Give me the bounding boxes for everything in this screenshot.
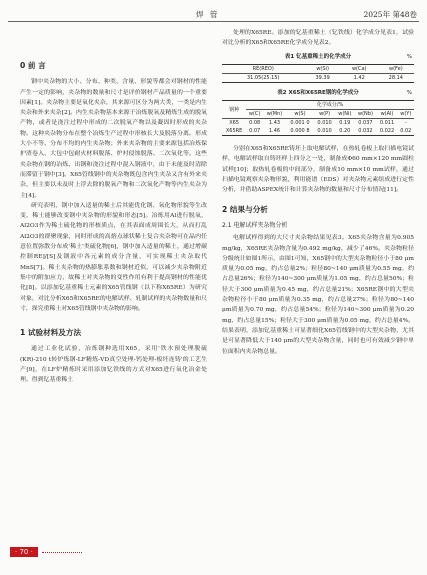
table2-steel-header: 钢种 <box>222 101 246 119</box>
issue-info: 2025年 第48卷 <box>363 10 417 19</box>
table2-cell: 0.011 <box>379 120 395 127</box>
table2-caption <box>222 88 414 98</box>
table2-cell: 0.02 <box>398 127 414 136</box>
table1-cell: 31.05(25.15) <box>222 73 304 82</box>
table2-header: w(P) <box>314 110 335 119</box>
table2-header: w(Mn) <box>263 110 286 119</box>
table2-cell: 1.46 <box>263 127 286 136</box>
table2 <box>222 100 414 136</box>
intro-heading: 0 前 言 <box>20 61 46 70</box>
header-rule <box>8 21 419 22</box>
results-subheading: 2.1 电解试样夹杂物分析 <box>222 221 288 229</box>
table1-header: w(Si) <box>304 64 340 73</box>
table2-cell: 0.010 <box>314 127 335 136</box>
running-header <box>0 6 427 20</box>
table2-cell: - <box>404 120 407 127</box>
intro-paragraph-1: 钢中夹杂物的大小、分布、种类、含量、形貌等都会对钢材的性能产生一定的影响，夹杂物的数量和尺寸是评价钢材产品质量的一个重要因素[1]。夹杂物主要是氧化夹杂，其来源可区分为两大类，一类是内生夹杂和外来夹杂[2]。内生夹杂物基本来源于冶炼脱氧及精炼生成的脱氧产物，或者是浇注过程中形成的二次脱氧产物以及凝固时形成的夹杂物。这种夹杂物分布在整个冶炼生产过程中形核长大及脱落分离。形成大小不等、分布不均的内生夹杂物；外来夹杂物的主要来源包括冶炼保护渣卷入、大包中包耐火材料脱落、炉衬侵蚀脱落、二次氧化等。这些夹杂物在钢的冶炼、出钢和浇注过程中混入钢液中，由于未能及时清除而滞留于钢中[3]。X65管线钢中的夹杂物既包含内生夹杂又含有外来夹杂，但主要以未及时上浮去除的脱氧产物和二次氧化产物等内生夹杂为主[4]。 <box>20 79 207 199</box>
table2-cell: 0.08 <box>249 120 261 127</box>
table-row <box>222 73 414 82</box>
table2-cell: 0.07 <box>246 127 263 136</box>
table1-cell: 39.39 <box>304 73 340 82</box>
table2-cell: 0.022 <box>376 127 397 136</box>
table1-cell: 28.14 <box>378 73 414 82</box>
table2-header: w(Al) <box>376 110 397 119</box>
table2-unit: % <box>406 89 412 96</box>
table2-group-header: 化学成分/% <box>246 101 414 110</box>
table2-cell: 0.032 <box>354 127 376 136</box>
table2-cell: 0.19 <box>339 120 351 127</box>
table2-cell: 0.010 <box>317 120 332 127</box>
table2-cell: 0.20 <box>335 127 354 136</box>
table1-caption-text: 表1 钇基重稀土的化学成分 <box>284 53 352 60</box>
table2-steel: X65RE <box>222 127 246 136</box>
table1-header: w(Ca) <box>341 64 378 73</box>
table2-cell: 0.001 0 <box>290 120 310 127</box>
results-heading: 2 结果与分析 <box>222 204 268 214</box>
table2-cell: 1.43 <box>268 120 281 127</box>
materials-paragraph: 通过工业化试验，冶炼钢种选用X65，采用'铁水预处理脱硫(KR)-210 t转炉炼钢-LF精炼-VD真空处理-钙处理-板坯连铸'的工艺生产[9]，在LF炉精炼时采用添加钇铁线的方式对X65进行氧化冶金处理。得到钇基重稀土 <box>20 346 207 384</box>
table2-header: w(Y) <box>398 110 414 119</box>
results-paragraph: 电解试样得到的大尺寸夹杂物结果见表3。X65夹杂物含量为0.905 mg/kg，X65RE夹杂物含量为0.492 mg/kg，减少了46%。夹杂物粒径分级统计如图1所示，由图1可知，X65钢中的大型夹杂物粒径小于80 μm质量为0.05 mg，约占总量2%；粒径80~140 μm质量为0.55 mg，约占总量26%；粒径为140~300 μm质量为1.05 mg，约占总量50%；粒径大于300 μm质量为0.45 mg，约占总量21%；X65RE钢中的大型夹杂物粒径小于80 μm质量为0.35 mg，约占总量27%；粒径为80~140 μm质量为0.70 mg，约占总量54%；粒径为140~300 μm质量为0.20 mg，约占总量15%；粒径大于300 μm质量为0.05 mg，约占总量4%。结果表明，添加钇基重稀土可显著细化X65管线钢中的大型夹杂物，尤其是可显著降低大于140 μm的大型夹杂物含量，同时也可有效减少钢中单位面积内夹杂物总量。 <box>222 235 414 355</box>
page-number: · 70 · <box>10 547 38 557</box>
table2-cell: 0.000 8 <box>286 127 314 136</box>
journal-name: 焊 管 <box>196 10 220 19</box>
right-column <box>222 28 414 357</box>
table2-cell: 0.037 <box>358 120 373 127</box>
page-number-rule <box>42 552 82 553</box>
intro-paragraph-2: 研究表明，钢中加入适量的稀土后其能优化钢、氧化物形貌等生改变，稀土能够改变钢中夹杂物的形貌和形态[5]。冶炼用Al进行脱氧，Al2O3作为稀土硫化物的形核质点，在其表面成周围长大，从而打乱Al2O3的群聚现象，同时形成的高熔点球状稀土复合夹杂物可在晶内任意位置弥散分布成'稀土'类硫化物[6]，钢中加入适量的稀土，通过增碳控制RE]/[S]及钢液中各元素的成分含量，可实现稀土夹杂取代MnS[7]。稀土夹杂物的热膨胀系数和钢材近似，可以减少夹杂物附近集中的附加应力，故稀土对夹杂物的变性作用有利于提高钢材的性能优化[8]。以添加钇基重稀土元素的X65管线钢（以下称X65RE）为研究对象，对比分析X65和X65RE的电解试样、轧制试样的夹杂物数量和尺寸，探究重稀土对X65管线钢中夹杂物的影响。 <box>20 202 207 312</box>
table1-unit: % <box>406 53 412 60</box>
table1-header: w(Fe) <box>378 64 414 73</box>
materials-heading: 1 试验材料及方法 <box>20 328 82 338</box>
table2-header: w(Nb) <box>354 110 376 119</box>
table-row <box>222 119 414 128</box>
table1 <box>222 64 414 83</box>
table2-steel: X65 <box>229 120 239 127</box>
table2-caption-text: 表2 X65和X65RE钢的化学成分 <box>277 89 359 96</box>
table2-header: w(S) <box>286 110 314 119</box>
table1-caption <box>222 52 414 62</box>
table-row <box>222 127 414 136</box>
table2-header: w(Ni) <box>335 110 354 119</box>
continuation-paragraph: 处理的X65RE。添加的钇基重稀土（钇铁线）化学成分见表1，试验对比分析的X65和X65RE化学成分见表2。 <box>222 30 414 47</box>
table1-cell: 1.42 <box>341 73 378 82</box>
left-column <box>20 55 207 386</box>
method-paragraph: 分别在X65和X65RE铸坯上取电解试样，在热轧卷板上取扫描电镜试样，电解试样取自铸坯样上四分之一处，制备成Φ60 mm×120 mm圆柱试样[10]；取热轧卷板的中间部分，制备成10 mm×10 mm试样，通过扫描电镜观察夹杂物形貌，利用能谱（EDS）对夹杂物元素组成进行定性分析，并借助ASPEX统计和计算夹杂物的数量和尺寸分布情况[11]。 <box>222 146 414 194</box>
table1-header: RE(REO) <box>222 64 304 73</box>
table2-header: w(C) <box>246 110 263 119</box>
